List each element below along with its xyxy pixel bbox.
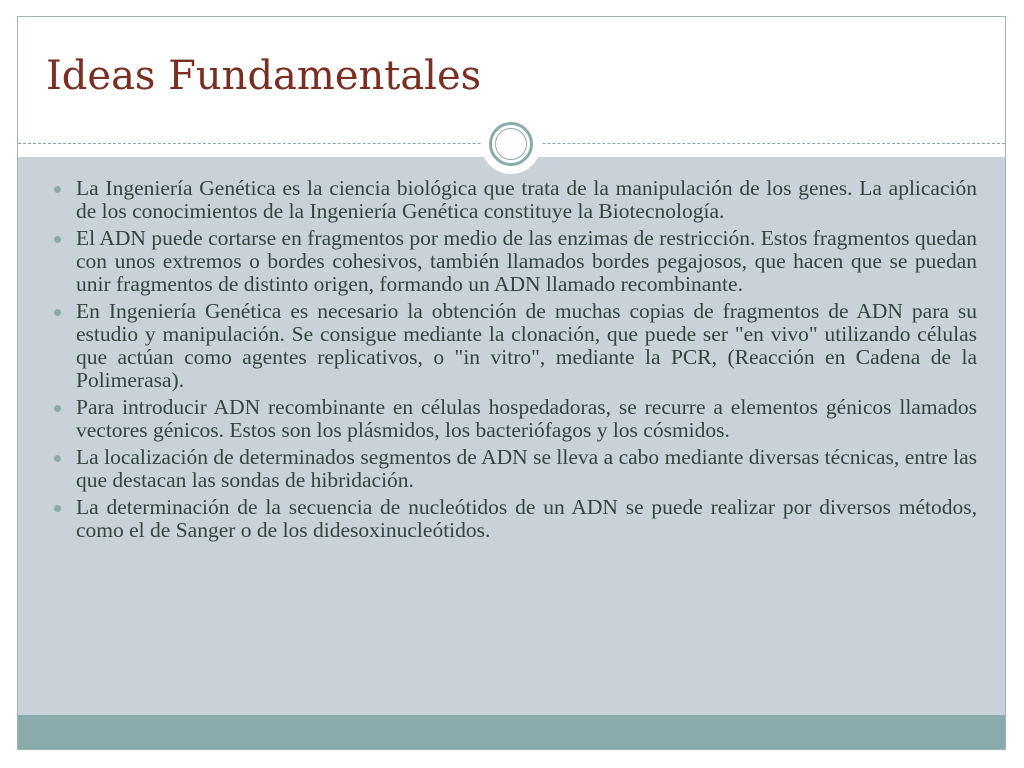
bullet-text: En Ingeniería Genética es necesario la obtención de muchas copias de fragmentos de ADN para su estudio y manipulación. Se consigue mediante la clonación, que puede ser "en vivo" utilizando células que actúan como agentes replicativos, o "in vitro", mediante la PCR, (Reacción en Cadena de la Polimerasa). <box>76 299 977 392</box>
bullet-dot-icon <box>54 309 61 316</box>
bullet-text: El ADN puede cortarse en fragmentos por medio de las enzimas de restricción. Estos fragmentos quedan con unos extremos o bordes cohesivos, también llamados bordes pegajosos, que hacen que se puedan unir fragmentos de distinto origen, formando un ADN llamado recombinante. <box>76 226 977 296</box>
footer-band <box>18 715 1005 749</box>
bullet-dot-icon <box>54 505 61 512</box>
slide-title: Ideas Fundamentales <box>46 53 482 99</box>
bullet-dot-icon <box>54 236 61 243</box>
bullet-item <box>54 300 977 392</box>
bullet-dot-icon <box>54 455 61 462</box>
circle-ornament-icon <box>481 114 541 174</box>
bullet-text: Para introducir ADN recombinante en células hospedadoras, se recurre a elementos génicos llamados vectores génicos. Estos son los plásmidos, los bacteriófagos y los cósmidos. <box>76 395 977 442</box>
slide <box>17 16 1006 750</box>
bullet-list <box>54 177 977 546</box>
ornament-ring <box>489 122 533 166</box>
bullet-dot-icon <box>54 405 61 412</box>
bullet-text: La determinación de la secuencia de nucleótidos de un ADN se puede realizar por diversos métodos, como el de Sanger o de los didesoxinucleótidos. <box>76 495 977 542</box>
bullet-item <box>54 177 977 223</box>
bullet-text: La localización de determinados segmentos de ADN se lleva a cabo mediante diversas técnicas, entre las que destacan las sondas de hibridación. <box>76 445 977 492</box>
bullet-item <box>54 396 977 442</box>
ornament-inner-ring <box>495 128 527 160</box>
bullet-item <box>54 446 977 492</box>
bullet-item <box>54 227 977 296</box>
bullet-dot-icon <box>54 186 61 193</box>
bullet-text: La Ingeniería Genética es la ciencia biológica que trata de la manipulación de los genes. La aplicación de los conocimientos de la Ingeniería Genética constituye la Biotecnología. <box>76 176 977 223</box>
bullet-item <box>54 496 977 542</box>
